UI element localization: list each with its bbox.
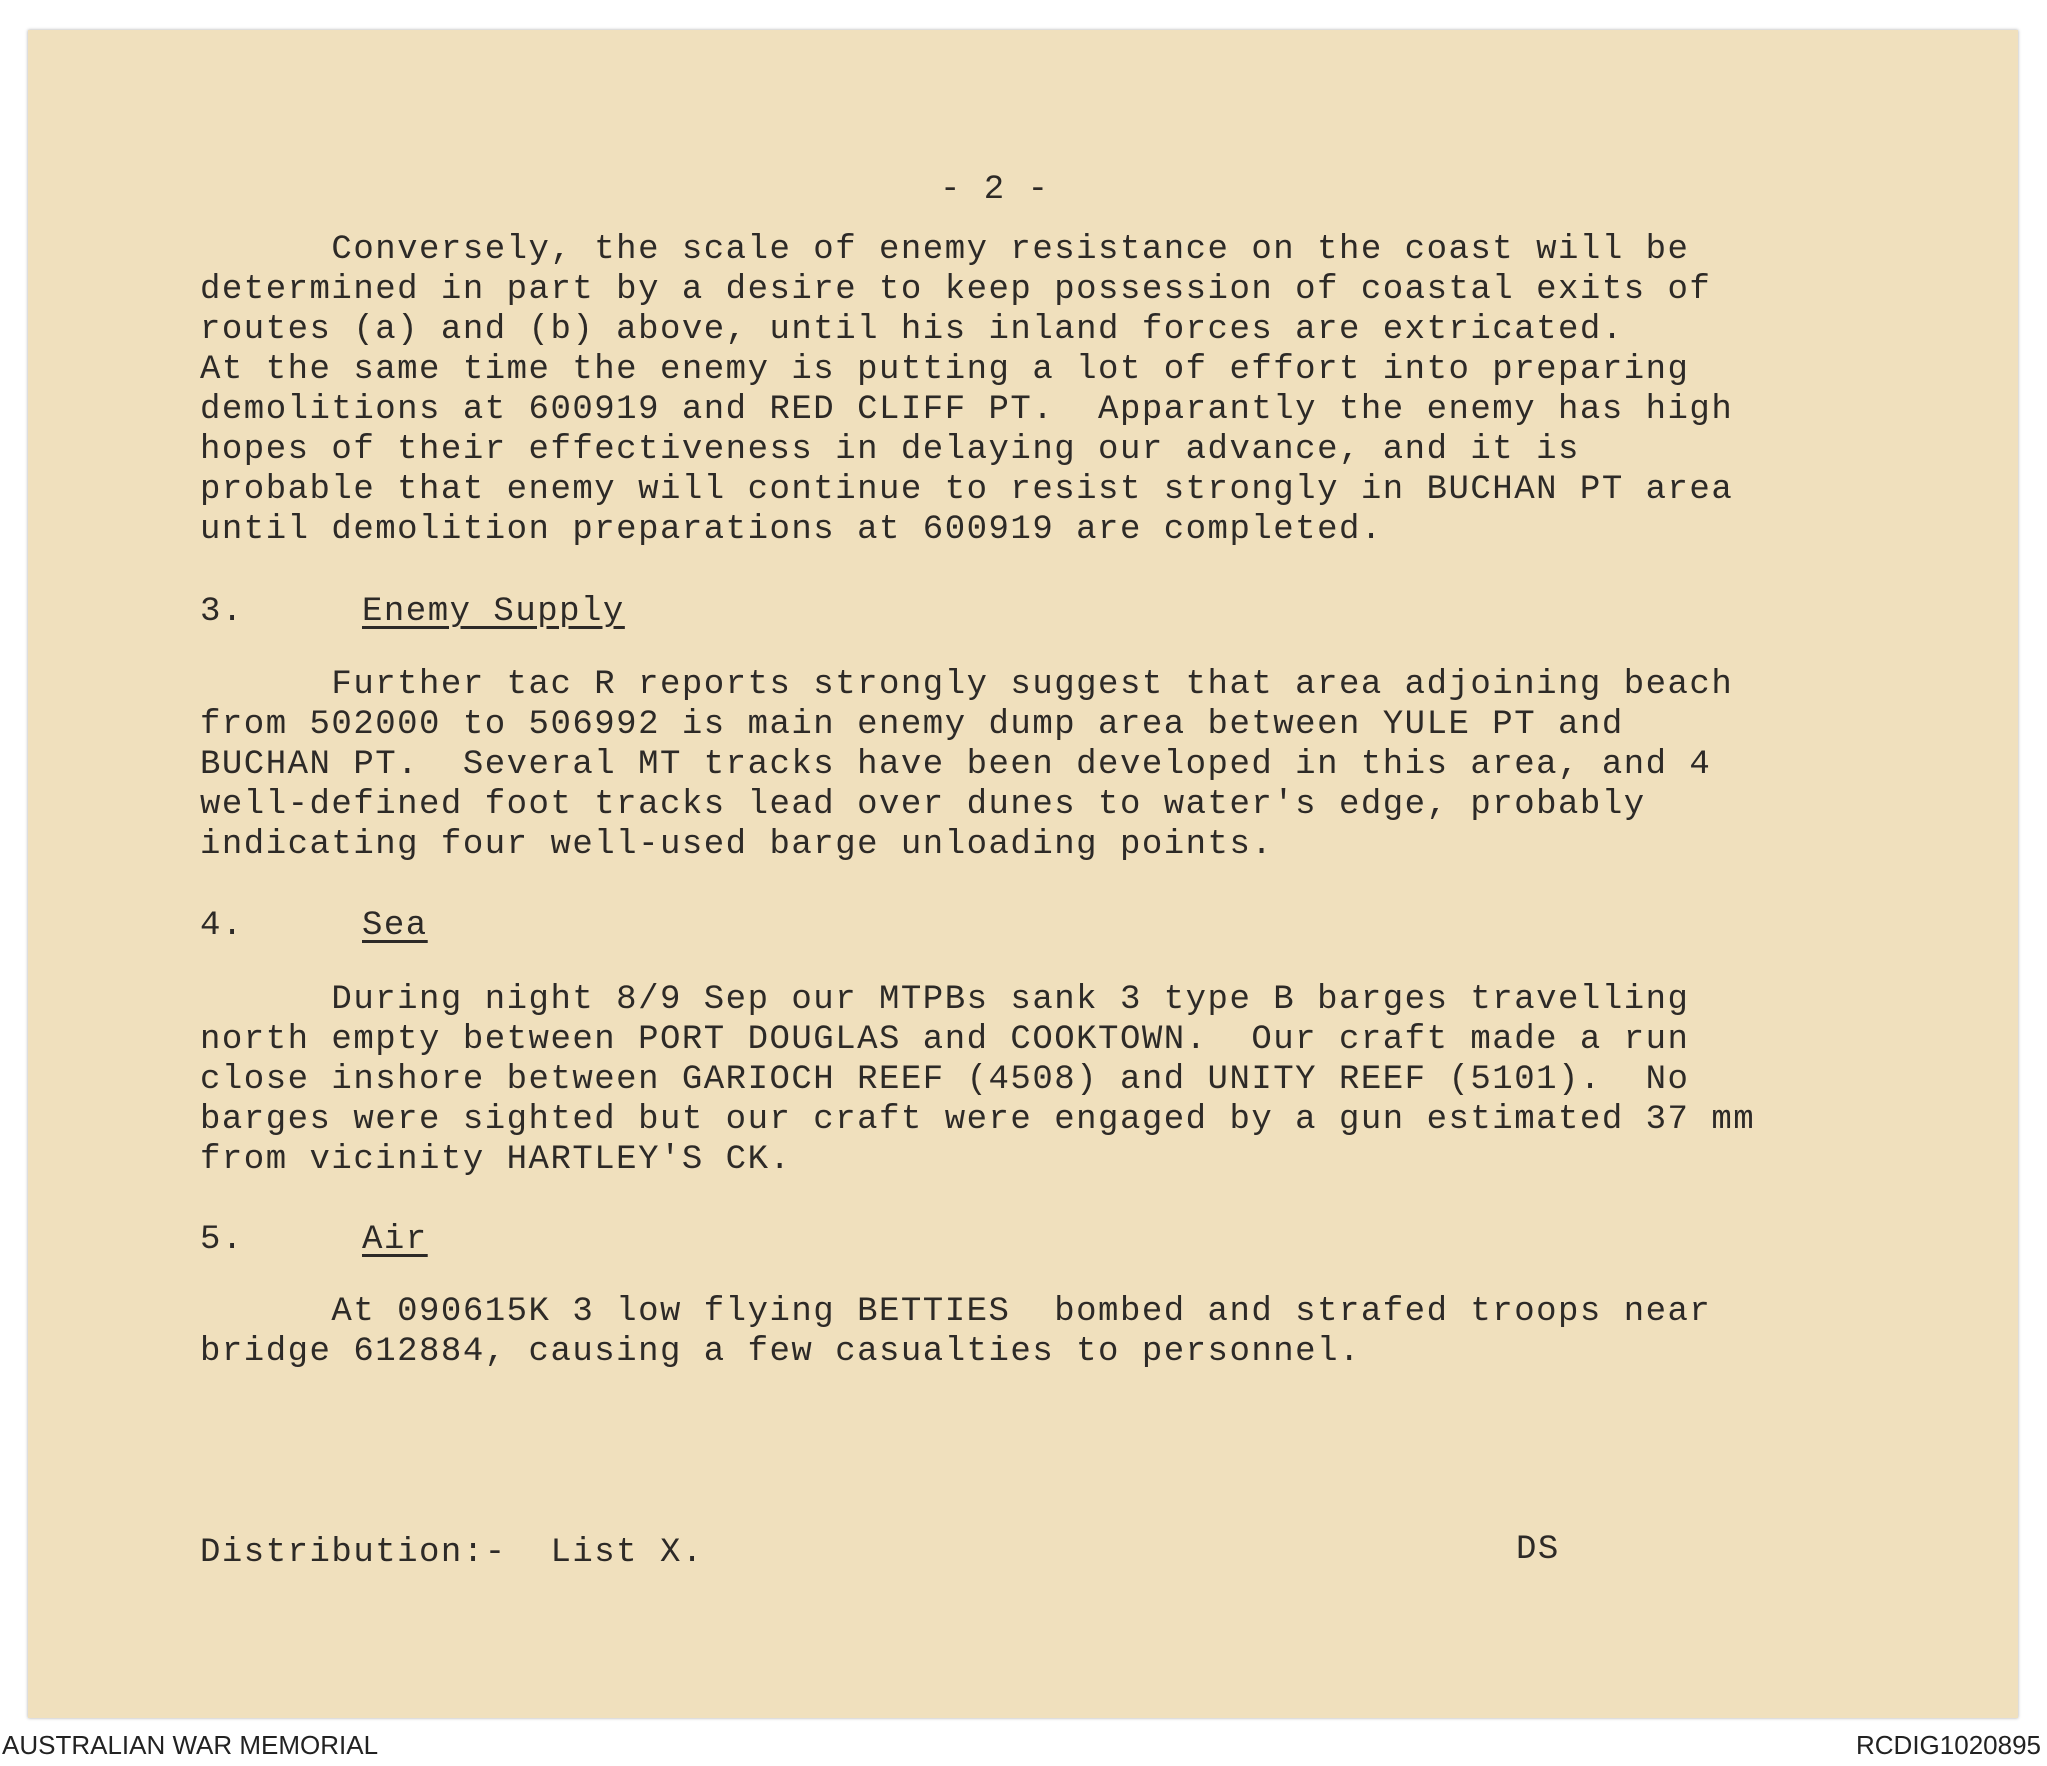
distribution-line: Distribution:- List X. xyxy=(200,1534,704,1572)
archive-reference: RCDIG1020895 xyxy=(1856,1730,2041,1760)
intro-paragraph: Conversely, the scale of enemy resistance on the coast will be determined in part by a desire to keep possession of coastal exits of routes (a) and (b) above, until his inland forces are extricated. At the same time the enemy is putting a lot of effort into preparing demolitions at 600919 and RED CLIFF PT. Apparantly the enemy has high hopes of their effectiveness in delaying our advance, and it is probable that enemy will continue to resist strongly in BUCHAN PT area until demolition preparations at 600919 are completed. xyxy=(200,231,1734,549)
section-3-number: 3. xyxy=(200,593,244,631)
archive-institution: AUSTRALIAN WAR MEMORIAL xyxy=(2,1730,379,1760)
section-5-number: 5. xyxy=(200,1221,244,1259)
section-5-body: At 090615K 3 low flying BETTIES bombed and strafed troops near bridge 612884, causing a few casualties to personnel. xyxy=(200,1293,1712,1371)
section-3-title: Enemy Supply xyxy=(362,593,625,631)
section-5-title: Air xyxy=(362,1221,428,1259)
section-4-body: During night 8/9 Sep our MTPBs sank 3 type B barges travelling north empty between PORT DOUGLAS and COOKTOWN. Our craft made a run close inshore between GARIOCH REEF (4508) and UNITY REEF (5101). No barges were sighted but our craft were engaged by a gun estimated 37 mm from vicinity HARTLEY'S CK. xyxy=(200,981,1756,1179)
section-3-body: Further tac R reports strongly suggest that area adjoining beach from 502000 to 506992 is main enemy dump area between YULE PT and BUCHAN PT. Several MT tracks have been developed in this area, and 4 well-defined foot tracks lead over dunes to water's edge, probably indicating four well-used barge unloading points. xyxy=(200,666,1734,864)
section-4-title: Sea xyxy=(362,907,428,945)
page-number: - 2 - xyxy=(940,171,1050,209)
initials: DS xyxy=(1516,1531,1560,1569)
section-4-number: 4. xyxy=(200,907,244,945)
